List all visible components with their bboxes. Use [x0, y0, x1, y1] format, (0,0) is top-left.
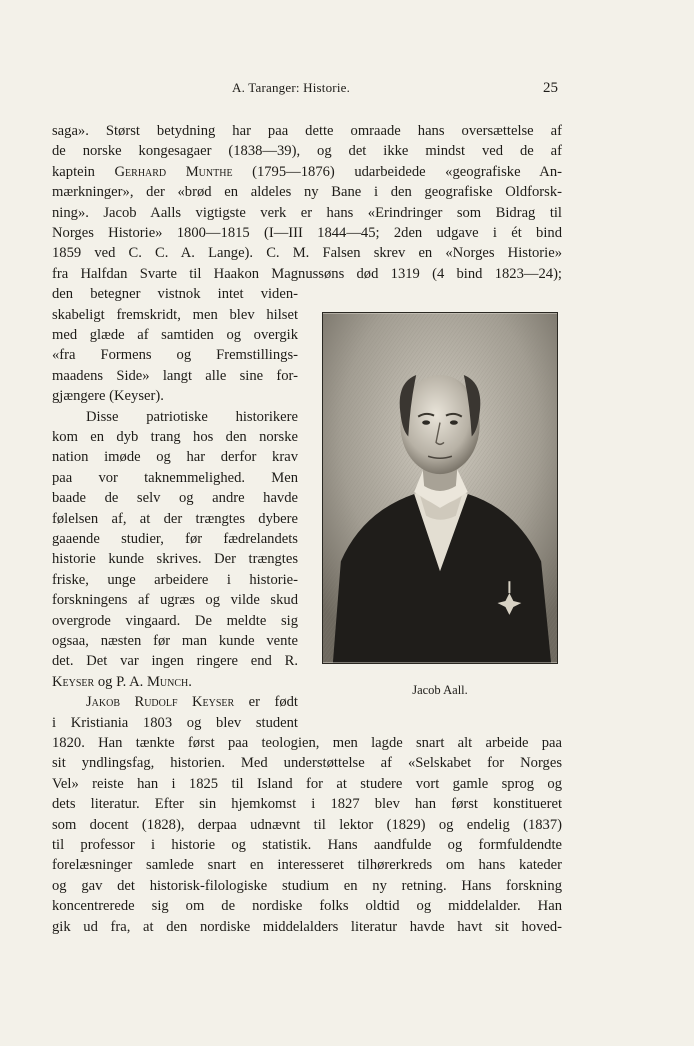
text-segment: fra Halfdan Svarte til Haakon Magnussøns død 1319 (4 bind 1823—24); [52, 265, 562, 282]
text-line [52, 816, 562, 835]
text-segment: overgrode vingaard. De meldte sig [52, 612, 298, 629]
text-line [52, 265, 562, 284]
text-line [52, 673, 298, 692]
text-segment: «fra Formens og Fremstillings- [52, 347, 298, 364]
text-line [52, 224, 562, 243]
text-segment: Vel» reiste han i 1825 til Island for at studere vort gamle sprog og [52, 775, 562, 792]
text-segment: friske, unge arbeidere i historie- [52, 571, 298, 588]
text-line [52, 204, 562, 223]
text-segment: 1820. Han tænkte først paa teologien, men lagde snart alt arbeide paa [52, 735, 562, 751]
text-segment: nation imøde og har derfor krav [52, 449, 298, 466]
text-line [52, 571, 298, 590]
page-number: 25 [543, 80, 558, 96]
text-segment: i Kristiania 1803 og blev student [52, 714, 298, 731]
text-line [52, 285, 298, 304]
text-line [52, 897, 562, 916]
text-segment: dets literatur. Efter sin hjemkomst i 1827 blev han først konstitueret [52, 796, 562, 813]
text-segment: følelsen af, at der trængtes dybere [52, 510, 298, 527]
text-segment: maadens Side» langt alle sine for- [52, 367, 298, 384]
text-segment: Norges Historie» 1800—1815 (I—III 1844—45; 2den udgave i ét bind [52, 225, 562, 241]
text-line [52, 734, 562, 753]
text-segment: forskningens af ugræs og vilde skud [52, 592, 298, 609]
text-line [52, 591, 298, 610]
portrait-engraving-icon [323, 313, 557, 663]
text-line [52, 306, 298, 325]
text-line [52, 918, 562, 937]
text-segment: (1795—1876) udarbeidede «geografiske An- [232, 163, 562, 180]
text-segment: skabeligt fremskridt, men blev hilset [52, 306, 298, 323]
portrait-figure [322, 312, 558, 664]
text-segment: det. Det var ingen ringere end R. [52, 653, 298, 670]
text-segment: og P. A. [94, 673, 147, 690]
text-line [52, 693, 298, 712]
text-segment: Disse patriotiske historikere [86, 408, 298, 425]
text-line [52, 387, 298, 406]
text-segment: til professor i historie og statistik. Hans aandfulde og formfuldendte [52, 837, 562, 853]
text-line [52, 754, 562, 773]
text-line [52, 142, 562, 161]
small-caps-name: Gerhard Munthe [114, 163, 233, 180]
text-line [52, 489, 298, 508]
text-segment: sit yndlingsfag, historien. Med understøttelse af «Selskabet for Norges [52, 755, 562, 772]
text-segment: . [188, 673, 192, 690]
text-segment: mærkninger», der «brød en aldeles ny Bane i den geografiske Oldforsk- [52, 184, 562, 201]
text-line [52, 122, 562, 141]
text-line [52, 612, 298, 631]
text-segment: med glæde af samtiden og overgik [52, 327, 298, 343]
text-line [52, 408, 298, 427]
text-segment: ning». Jacob Aalls vigtigste verk er hans «Erindringer som Bidrag til [52, 204, 562, 221]
text-segment: er født [234, 694, 298, 711]
text-segment: baade de selv og andre havde [52, 490, 298, 507]
text-line [52, 326, 298, 345]
small-caps-name: Jakob Rudolf Keyser [86, 694, 235, 711]
text-segment: saga». Størst betydning har paa dette omraade hans oversættelse af [52, 123, 562, 139]
text-line [52, 795, 562, 814]
text-line [52, 448, 298, 467]
text-segment: den betegner vistnok intet viden- [52, 286, 298, 303]
running-header [52, 80, 558, 100]
text-line [52, 530, 298, 549]
figure-caption: Jacob Aall. [412, 683, 468, 697]
text-line [52, 367, 298, 386]
text-segment: gaaende studier, før fædrelandets [52, 531, 298, 547]
text-segment: gjængere (Keyser). [52, 388, 164, 405]
text-line [52, 183, 562, 202]
text-line [52, 836, 562, 855]
text-line [52, 632, 298, 651]
text-segment: paa vor taknemmelighed. Men [52, 469, 298, 486]
text-line [52, 877, 562, 896]
text-segment: gik ud fra, at den nordiske middelalders literatur havde havt sit hoved- [52, 918, 562, 935]
text-segment: koncentrerede sig om de nordiske folks oldtid og middelalder. Han [52, 898, 562, 915]
text-line [52, 469, 298, 488]
small-caps-name: Keyser [52, 673, 95, 690]
text-segment: 1859 ved C. C. A. Lange). C. M. Falsen skrev en «Norges Historie» [52, 245, 562, 262]
text-segment: historie kunde skrives. Der trængtes [52, 551, 298, 568]
text-segment: og gav det historisk-filologiske studium en ny retning. Hans forskning [52, 877, 562, 894]
text-line [52, 775, 562, 794]
text-segment: de norske kongesagaer (1838—39), og det ikke mindst ved de af [52, 143, 562, 160]
running-title: A. Taranger: Historie. [232, 80, 351, 95]
text-line [52, 856, 562, 875]
small-caps-name: Munch [146, 673, 189, 690]
text-segment: kom en dyb trang hos den norske [52, 429, 298, 445]
text-line [52, 428, 298, 447]
text-line [52, 652, 298, 671]
text-segment: forelæsninger samlede snart en interesseret tilhørerkreds om hans kateder [52, 857, 562, 874]
text-segment: som docent (1828), derpaa udnævnt til lektor (1829) og endelig (1837) [52, 816, 562, 833]
text-segment: kaptein [52, 163, 115, 180]
text-segment: ogsaa, næsten før man kunde vente [52, 633, 298, 649]
text-line [52, 346, 298, 365]
text-line [52, 550, 298, 569]
text-line [52, 244, 562, 263]
text-line [52, 714, 298, 733]
text-line [52, 510, 298, 529]
text-line [52, 163, 562, 182]
